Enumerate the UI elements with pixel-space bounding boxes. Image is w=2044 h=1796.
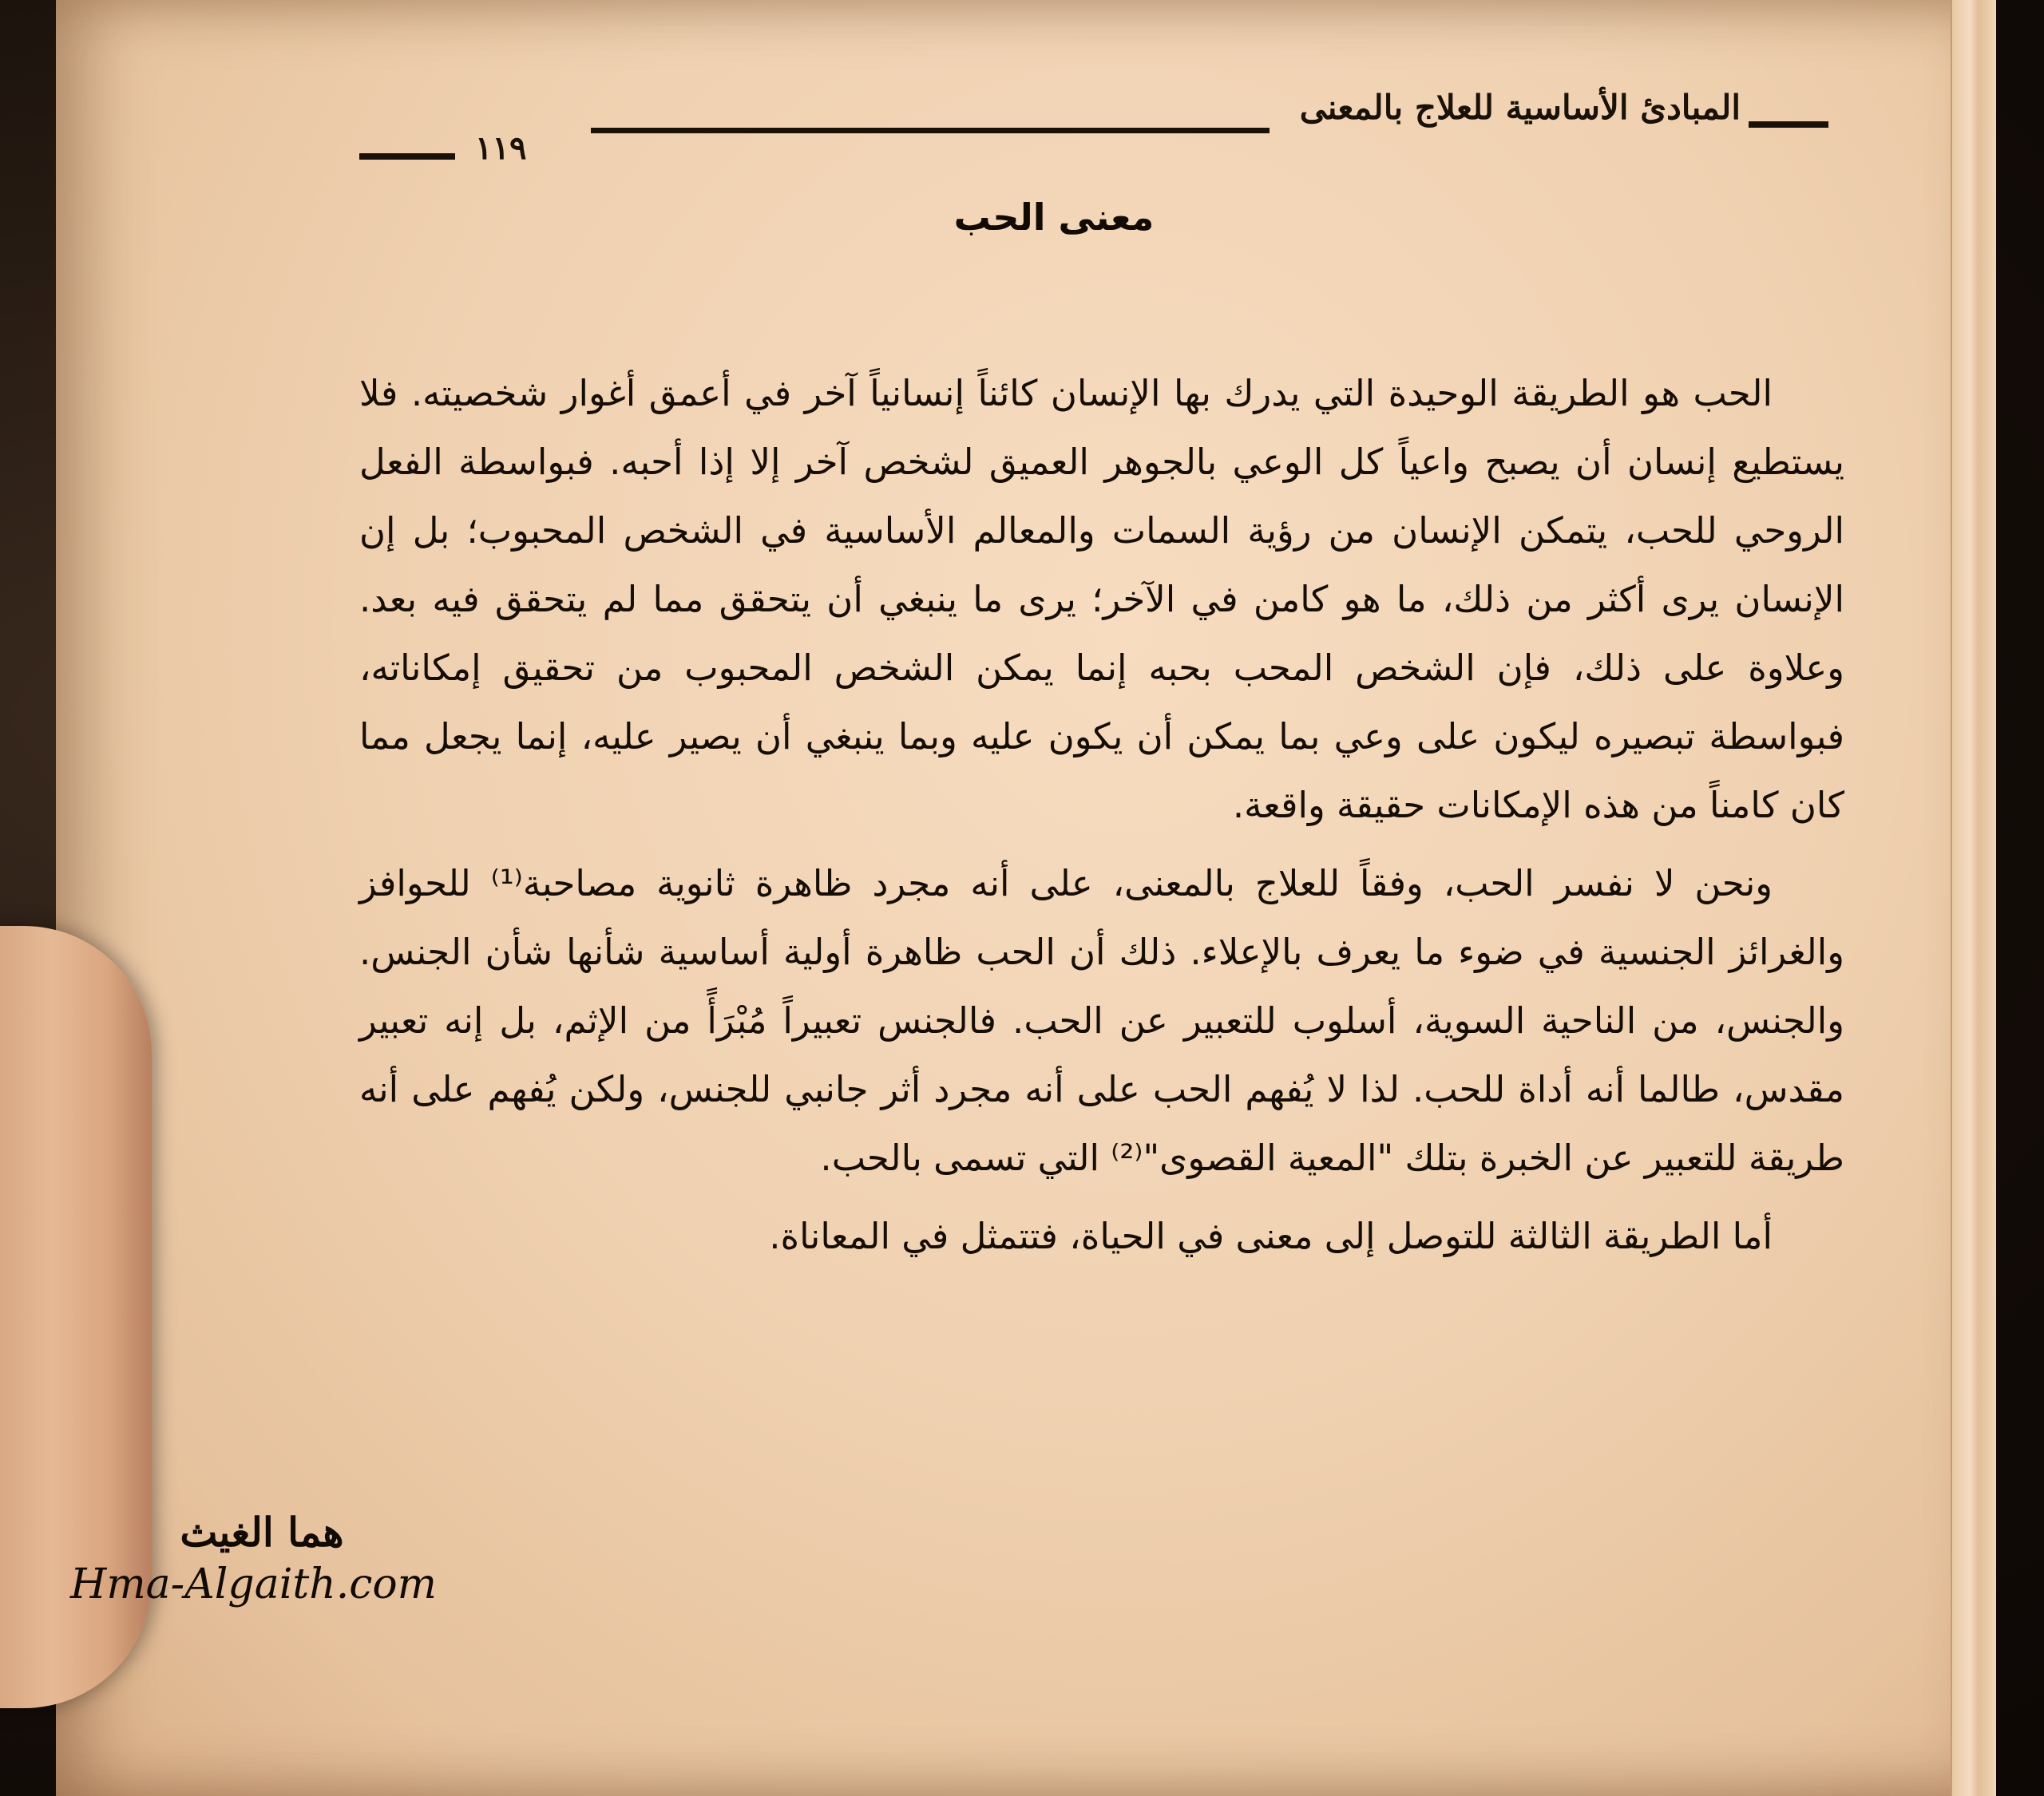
watermark — [70, 1509, 454, 1608]
paragraph-3: أما الطريقة الثالثة للتوصل إلى معنى في الحياة، فتتمثل في المعاناة. — [769, 1215, 1773, 1257]
paragraph-1: الحب هو الطريقة الوحيدة التي يدرك بها الإنسان كائناً إنسانياً آخر في أعمق أغوار شخصيته. فلا يستطيع إنسان أن يصبح واعياً كل الوعي بالجوهر العميق لشخص آخر إلا إذا أحبه. فبواسطة الفعل الروحي للحب، يتمكن الإنسان من رؤية السمات والمعالم الأساسية في الشخص المحبوب؛ بل إن الإنسان يرى أكثر من ذلك، ما هو كامن في الآخر؛ يرى ما ينبغي أن يتحقق مما لم يتحقق فيه بعد. وعلاوة على ذلك، فإن الشخص المحب بحبه إنما يمكن الشخص المحبوب من تحقيق إمكاناته، فبواسطة تبصيره ليكون على وعي بما يمكن أن يكون عليه وبما ينبغي أن يصير عليه، إنما يجعل مما كان كامناً من هذه الإمكانات حقيقة واقعة. — [359, 372, 1844, 826]
body-text — [359, 359, 1844, 1271]
page-stack-edge — [1951, 0, 1996, 1796]
header-rule-right — [1749, 121, 1828, 128]
header-book-title: المبادئ الأساسية للعلاج بالمعنى — [1299, 88, 1741, 127]
header-page-number: ١١٩ — [475, 129, 527, 167]
running-header — [359, 80, 1828, 176]
header-rule-left — [359, 153, 455, 160]
paragraph-2: ونحن لا نفسر الحب، وفقاً للعلاج بالمعنى، على أنه مجرد ظاهرة ثانوية مصاحبة⁽¹⁾ للحوافز والغرائز الجنسية في ضوء ما يعرف بالإعلاء. ذلك أن الحب ظاهرة أولية أساسية شأنها شأن الجنس. والجنس، من الناحية السوية، أسلوب للتعبير عن الحب. فالجنس تعبيراً مُبْرَأً من الإثم، بل إنه تعبير مقدس، طالما أنه أداة للحب. لذا لا يُفهم الحب على أنه مجرد أثر جانبي للجنس، ولكن يُفهم على أنه طريقة للتعبير عن الخبرة بتلك "المعية القصوى"⁽²⁾ التي تسمى بالحب. — [359, 862, 1844, 1179]
watermark-url: Hma-Algaith.com — [70, 1561, 437, 1608]
header-rule-middle — [591, 128, 1270, 133]
watermark-arabic: هما الغيث — [180, 1509, 344, 1556]
section-title: معنى الحب — [953, 196, 1155, 239]
